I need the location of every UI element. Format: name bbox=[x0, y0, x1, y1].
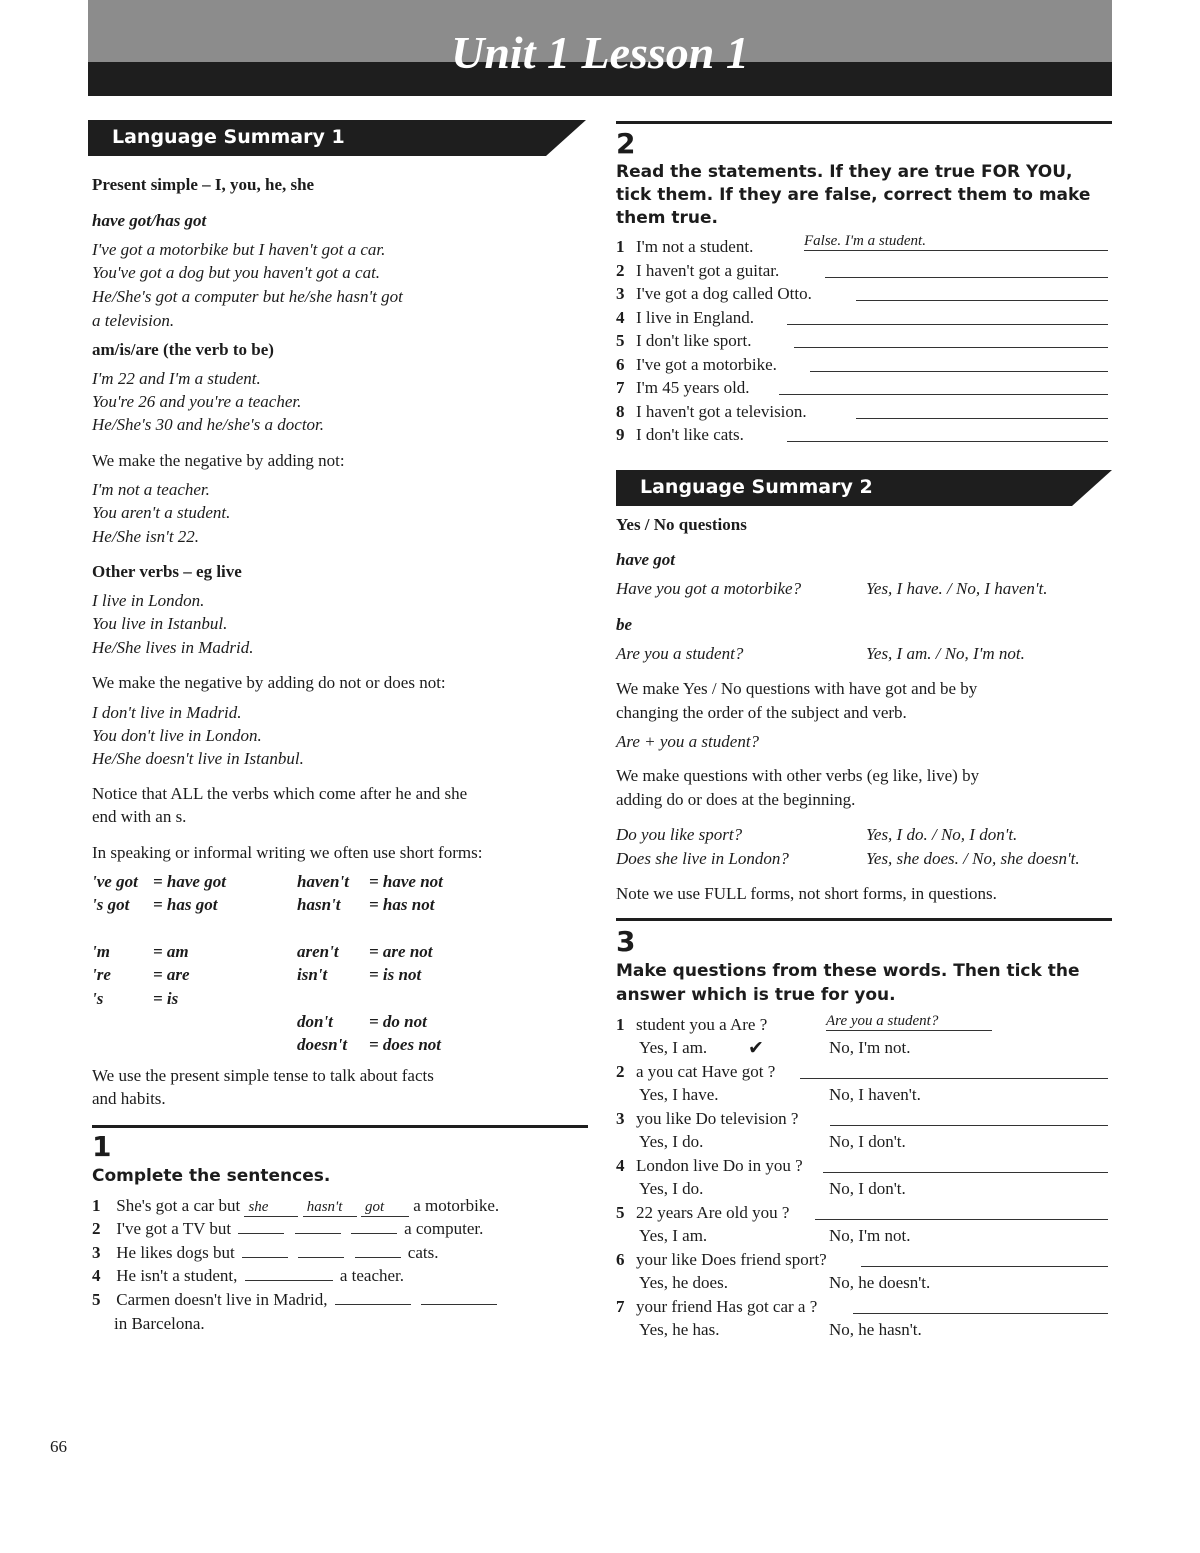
item-text: cats. bbox=[407, 1243, 439, 1262]
heading-am-is-are: am/is/are (the verb to be) bbox=[92, 340, 274, 359]
example-answer: Yes, I do. / No, I don't. bbox=[866, 825, 1018, 844]
no-answer-option[interactable]: No, he hasn't. bbox=[829, 1320, 922, 1339]
item-number: 3 bbox=[616, 1109, 625, 1128]
answer-line[interactable] bbox=[779, 394, 1108, 395]
exercise-2-instruction: tick them. If they are false, correct them to make bbox=[616, 185, 1091, 205]
heading-be: be bbox=[616, 615, 633, 634]
item-text: I've got a TV but bbox=[116, 1219, 232, 1238]
example-line: You aren't a student. bbox=[92, 503, 231, 522]
statement-item bbox=[616, 378, 750, 398]
exercise-2-number: 2 bbox=[616, 127, 636, 160]
statement-text: I don't like sport. bbox=[636, 331, 752, 350]
exercise-1-number: 1 bbox=[92, 1130, 112, 1163]
example-line: I live in London. bbox=[92, 591, 205, 610]
short-form: hasn't bbox=[297, 895, 341, 914]
statement-text: I live in England. bbox=[636, 307, 755, 327]
example-line: He/She lives in Madrid. bbox=[92, 638, 254, 657]
rule-text: We make the negative by adding do not or does not: bbox=[92, 673, 446, 692]
example-answer: Yes, she does. / No, she doesn't. bbox=[866, 849, 1080, 868]
statement-item bbox=[616, 331, 751, 351]
exercise-3-instruction: answer which is true for you. bbox=[616, 985, 896, 1005]
answer-line[interactable] bbox=[823, 1172, 1108, 1173]
statement-text: I've got a motorbike. bbox=[636, 354, 777, 374]
item-number: 7 bbox=[616, 378, 625, 397]
example-answer: Yes, I am. / No, I'm not. bbox=[866, 644, 1025, 663]
page-number: 66 bbox=[50, 1437, 67, 1456]
example-question: Do you like sport? bbox=[616, 825, 743, 844]
statement-text: I don't like cats. bbox=[636, 425, 744, 444]
language-summary-1-title: Language Summary 1 bbox=[112, 126, 345, 148]
item-number: 8 bbox=[616, 401, 625, 421]
yes-answer-option[interactable]: Yes, he has. bbox=[639, 1320, 720, 1339]
short-form: don't bbox=[297, 1012, 333, 1031]
exercise-1-item bbox=[92, 1243, 438, 1263]
answer-line[interactable] bbox=[810, 371, 1108, 372]
example-line: He/She doesn't live in Istanbul. bbox=[92, 749, 304, 768]
rule-text: We make the negative by adding not: bbox=[92, 451, 345, 470]
heading-yes-no-questions: Yes / No questions bbox=[616, 515, 747, 534]
rule-text: We make questions with other verbs (eg like, live) by bbox=[616, 766, 980, 785]
item-number: 3 bbox=[92, 1243, 101, 1262]
answer-blank[interactable] bbox=[421, 1290, 497, 1305]
no-answer-option[interactable]: No, I don't. bbox=[829, 1179, 906, 1198]
item-text: a computer. bbox=[404, 1219, 484, 1238]
jumbled-words: a you cat Have got ? bbox=[636, 1062, 776, 1081]
item-number: 5 bbox=[92, 1290, 101, 1309]
short-form-equals: = have got bbox=[153, 872, 226, 891]
short-form: 's got bbox=[92, 895, 130, 914]
statement-item bbox=[616, 425, 744, 445]
exercise-1-rule bbox=[92, 1125, 588, 1128]
item-number: 2 bbox=[616, 260, 625, 280]
statement-text: I'm 45 years old. bbox=[636, 378, 750, 397]
rule-text: We use the present simple tense to talk about facts bbox=[92, 1066, 434, 1085]
example-line: He/She's 30 and he/she's a doctor. bbox=[92, 415, 325, 434]
statement-item bbox=[616, 355, 777, 375]
example-line: I'm 22 and I'm a student. bbox=[92, 369, 261, 388]
exercise-2-instruction: them true. bbox=[616, 208, 718, 228]
short-form: 'm bbox=[92, 942, 110, 961]
short-form-equals: = does not bbox=[369, 1035, 442, 1054]
statement-text: I'm not a student. bbox=[636, 237, 754, 256]
answer-line[interactable] bbox=[815, 1219, 1108, 1220]
jumbled-words: London live Do in you ? bbox=[636, 1156, 803, 1175]
short-form-equals: = is not bbox=[369, 965, 422, 984]
short-form-equals: = are not bbox=[369, 942, 433, 961]
item-number: 9 bbox=[616, 425, 625, 444]
item-number: 4 bbox=[92, 1266, 101, 1285]
exercise-1-item bbox=[92, 1196, 499, 1217]
exercise-3-rule bbox=[616, 918, 1112, 921]
page-title: Unit 1 Lesson 1 bbox=[451, 27, 749, 78]
short-form-equals: = has got bbox=[153, 895, 218, 914]
item-number: 7 bbox=[616, 1297, 625, 1316]
example-line: You don't live in London. bbox=[92, 726, 262, 745]
answer-blank[interactable] bbox=[355, 1243, 401, 1258]
example-question: Are you a student? bbox=[616, 644, 744, 663]
short-form: isn't bbox=[297, 965, 328, 984]
exercise-1-item bbox=[92, 1266, 404, 1286]
answer-blank[interactable] bbox=[351, 1219, 397, 1234]
item-number: 4 bbox=[616, 307, 625, 327]
answer-line[interactable] bbox=[787, 441, 1108, 442]
item-text: Carmen doesn't live in Madrid, bbox=[116, 1290, 328, 1309]
yes-answer-option[interactable]: Yes, he does. bbox=[639, 1273, 728, 1292]
question-item bbox=[616, 1156, 803, 1176]
jumbled-words: 22 years Are old you ? bbox=[636, 1203, 790, 1222]
short-form-equals: = has not bbox=[369, 895, 435, 914]
no-answer-option[interactable]: No, I'm not. bbox=[829, 1038, 911, 1057]
example-line: He/She's got a computer but he/she hasn't got bbox=[92, 287, 403, 306]
yes-answer-option[interactable]: Yes, I have. bbox=[639, 1085, 719, 1104]
jumbled-words: student you a Are ? bbox=[636, 1015, 768, 1034]
answer-line[interactable] bbox=[856, 418, 1108, 419]
question-item bbox=[616, 1109, 798, 1129]
answer-line[interactable] bbox=[853, 1313, 1108, 1314]
question-item bbox=[616, 1203, 789, 1223]
example-line: I don't live in Madrid. bbox=[92, 703, 242, 722]
item-number: 3 bbox=[616, 284, 625, 303]
item-number: 1 bbox=[92, 1196, 101, 1215]
item-number: 1 bbox=[616, 1015, 625, 1034]
exercise-3-instruction: Make questions from these words. Then tick the bbox=[616, 961, 1080, 981]
short-form: 're bbox=[92, 965, 111, 984]
language-summary-1-bar bbox=[88, 120, 588, 156]
heading-present-simple: Present simple – I, you, he, she bbox=[92, 175, 315, 194]
item-number: 4 bbox=[616, 1156, 625, 1175]
item-number: 5 bbox=[616, 331, 625, 350]
jumbled-words: your friend Has got car a ? bbox=[636, 1297, 818, 1316]
answer-blank[interactable] bbox=[245, 1266, 333, 1281]
rule-text: and habits. bbox=[92, 1089, 166, 1108]
example-answer: Yes, I have. / No, I haven't. bbox=[866, 579, 1048, 598]
jumbled-words: you like Do television ? bbox=[636, 1109, 799, 1128]
item-number: 6 bbox=[616, 354, 625, 374]
short-form: 's bbox=[92, 989, 104, 1008]
yes-answer-option[interactable]: Yes, I do. bbox=[639, 1179, 704, 1198]
exercise-1-item bbox=[92, 1290, 500, 1310]
statement-text: I haven't got a guitar. bbox=[636, 260, 780, 280]
item-text: a teacher. bbox=[339, 1266, 405, 1285]
rule-text: changing the order of the subject and verb. bbox=[616, 703, 907, 722]
rule-text: Note we use FULL forms, not short forms, in questions. bbox=[616, 884, 997, 903]
answer-field[interactable]: hasn't bbox=[303, 1199, 357, 1217]
no-answer-option[interactable]: No, I haven't. bbox=[829, 1085, 921, 1104]
rule-text: adding do or does at the beginning. bbox=[616, 790, 856, 809]
answer-line[interactable] bbox=[800, 1078, 1108, 1079]
statement-text: I've got a dog called Otto. bbox=[636, 284, 812, 303]
item-number: 6 bbox=[616, 1250, 625, 1269]
unit-banner bbox=[88, 0, 1112, 96]
answer-line[interactable] bbox=[856, 300, 1108, 301]
answer-blank[interactable] bbox=[242, 1243, 288, 1258]
short-form: doesn't bbox=[297, 1035, 348, 1054]
example-question: Does she live in London? bbox=[616, 849, 789, 868]
heading-have-got: have got bbox=[616, 550, 676, 569]
answer-line[interactable] bbox=[787, 324, 1108, 325]
item-number: 5 bbox=[616, 1203, 625, 1222]
example-line: I've got a motorbike but I haven't got a car. bbox=[92, 240, 386, 259]
answer-line[interactable] bbox=[825, 277, 1108, 278]
exercise-2-instruction: Read the statements. If they are true FOR YOU, bbox=[616, 162, 1073, 182]
short-form: haven't bbox=[297, 872, 349, 891]
rule-text: Notice that ALL the verbs which come after he and she bbox=[92, 784, 468, 803]
example-line: Are + you a student? bbox=[616, 732, 760, 751]
answer-blank[interactable] bbox=[335, 1290, 411, 1305]
short-form-equals: = do not bbox=[369, 1012, 427, 1031]
example-line: You live in Istanbul. bbox=[92, 614, 228, 633]
exercise-1-instruction: Complete the sentences. bbox=[92, 1166, 331, 1186]
tick-icon: ✔ bbox=[748, 1038, 764, 1059]
item-text: a motorbike. bbox=[413, 1196, 500, 1215]
item-text: She's got a car but bbox=[116, 1196, 241, 1215]
answer-line[interactable] bbox=[794, 347, 1108, 348]
short-form-equals: = is bbox=[153, 989, 179, 1008]
item-text-continued: in Barcelona. bbox=[114, 1314, 205, 1333]
statement-item bbox=[616, 308, 754, 328]
answer-field[interactable]: False. I'm a student. bbox=[804, 233, 1108, 251]
short-form-equals: = are bbox=[153, 965, 190, 984]
statement-item bbox=[616, 237, 753, 257]
short-form-equals: = have not bbox=[369, 872, 443, 891]
jumbled-words: your like Does friend sport? bbox=[636, 1250, 827, 1269]
item-text: He likes dogs but bbox=[116, 1243, 235, 1262]
item-number: 1 bbox=[616, 237, 625, 256]
yes-answer-option[interactable]: Yes, I am. bbox=[639, 1038, 708, 1057]
question-item bbox=[616, 1015, 767, 1035]
heading-other-verbs: Other verbs – eg live bbox=[92, 562, 242, 581]
statement-item bbox=[616, 402, 807, 422]
rule-text: We make Yes / No questions with have got and be by bbox=[616, 679, 978, 698]
question-item bbox=[616, 1297, 817, 1317]
statement-text: I haven't got a television. bbox=[636, 401, 807, 421]
heading-have-got: have got/has got bbox=[92, 211, 207, 230]
rule-text: end with an s. bbox=[92, 807, 187, 826]
statement-item bbox=[616, 261, 779, 281]
answer-line[interactable] bbox=[861, 1266, 1108, 1267]
example-line: I'm not a teacher. bbox=[92, 480, 210, 499]
example-line: You've got a dog but you haven't got a cat. bbox=[92, 263, 381, 282]
example-line: He/She isn't 22. bbox=[92, 527, 200, 546]
exercise-1-item bbox=[92, 1219, 483, 1239]
answer-field[interactable]: got bbox=[361, 1199, 409, 1217]
answer-blank[interactable] bbox=[238, 1219, 284, 1234]
no-answer-option[interactable]: No, I don't. bbox=[829, 1132, 906, 1151]
rule-text: In speaking or informal writing we often use short forms: bbox=[92, 843, 483, 862]
item-number: 2 bbox=[616, 1062, 625, 1081]
answer-field[interactable]: Are you a student? bbox=[826, 1013, 992, 1031]
language-summary-2-bar bbox=[616, 470, 1114, 506]
language-summary-2-title: Language Summary 2 bbox=[640, 476, 873, 498]
answer-blank[interactable] bbox=[295, 1219, 341, 1234]
exercise-3-number: 3 bbox=[616, 925, 636, 958]
item-text: He isn't a student, bbox=[116, 1266, 238, 1285]
example-question: Have you got a motorbike? bbox=[616, 579, 802, 598]
question-item bbox=[616, 1250, 827, 1270]
answer-blank[interactable] bbox=[298, 1243, 344, 1258]
short-form-equals: = am bbox=[153, 942, 189, 961]
yes-answer-option[interactable]: Yes, I am. bbox=[639, 1226, 708, 1245]
answer-field[interactable]: she bbox=[244, 1199, 298, 1217]
yes-answer-option[interactable]: Yes, I do. bbox=[639, 1132, 704, 1151]
no-answer-option[interactable]: No, he doesn't. bbox=[829, 1273, 931, 1292]
short-form: 've got bbox=[92, 872, 138, 891]
exercise-2-rule bbox=[616, 121, 1112, 124]
example-line: You're 26 and you're a teacher. bbox=[92, 392, 302, 411]
answer-line[interactable] bbox=[830, 1125, 1108, 1126]
statement-item bbox=[616, 284, 812, 304]
short-form: aren't bbox=[297, 942, 339, 961]
no-answer-option[interactable]: No, I'm not. bbox=[829, 1226, 911, 1245]
example-line: a television. bbox=[92, 311, 175, 330]
item-number: 2 bbox=[92, 1219, 101, 1238]
question-item bbox=[616, 1062, 775, 1082]
